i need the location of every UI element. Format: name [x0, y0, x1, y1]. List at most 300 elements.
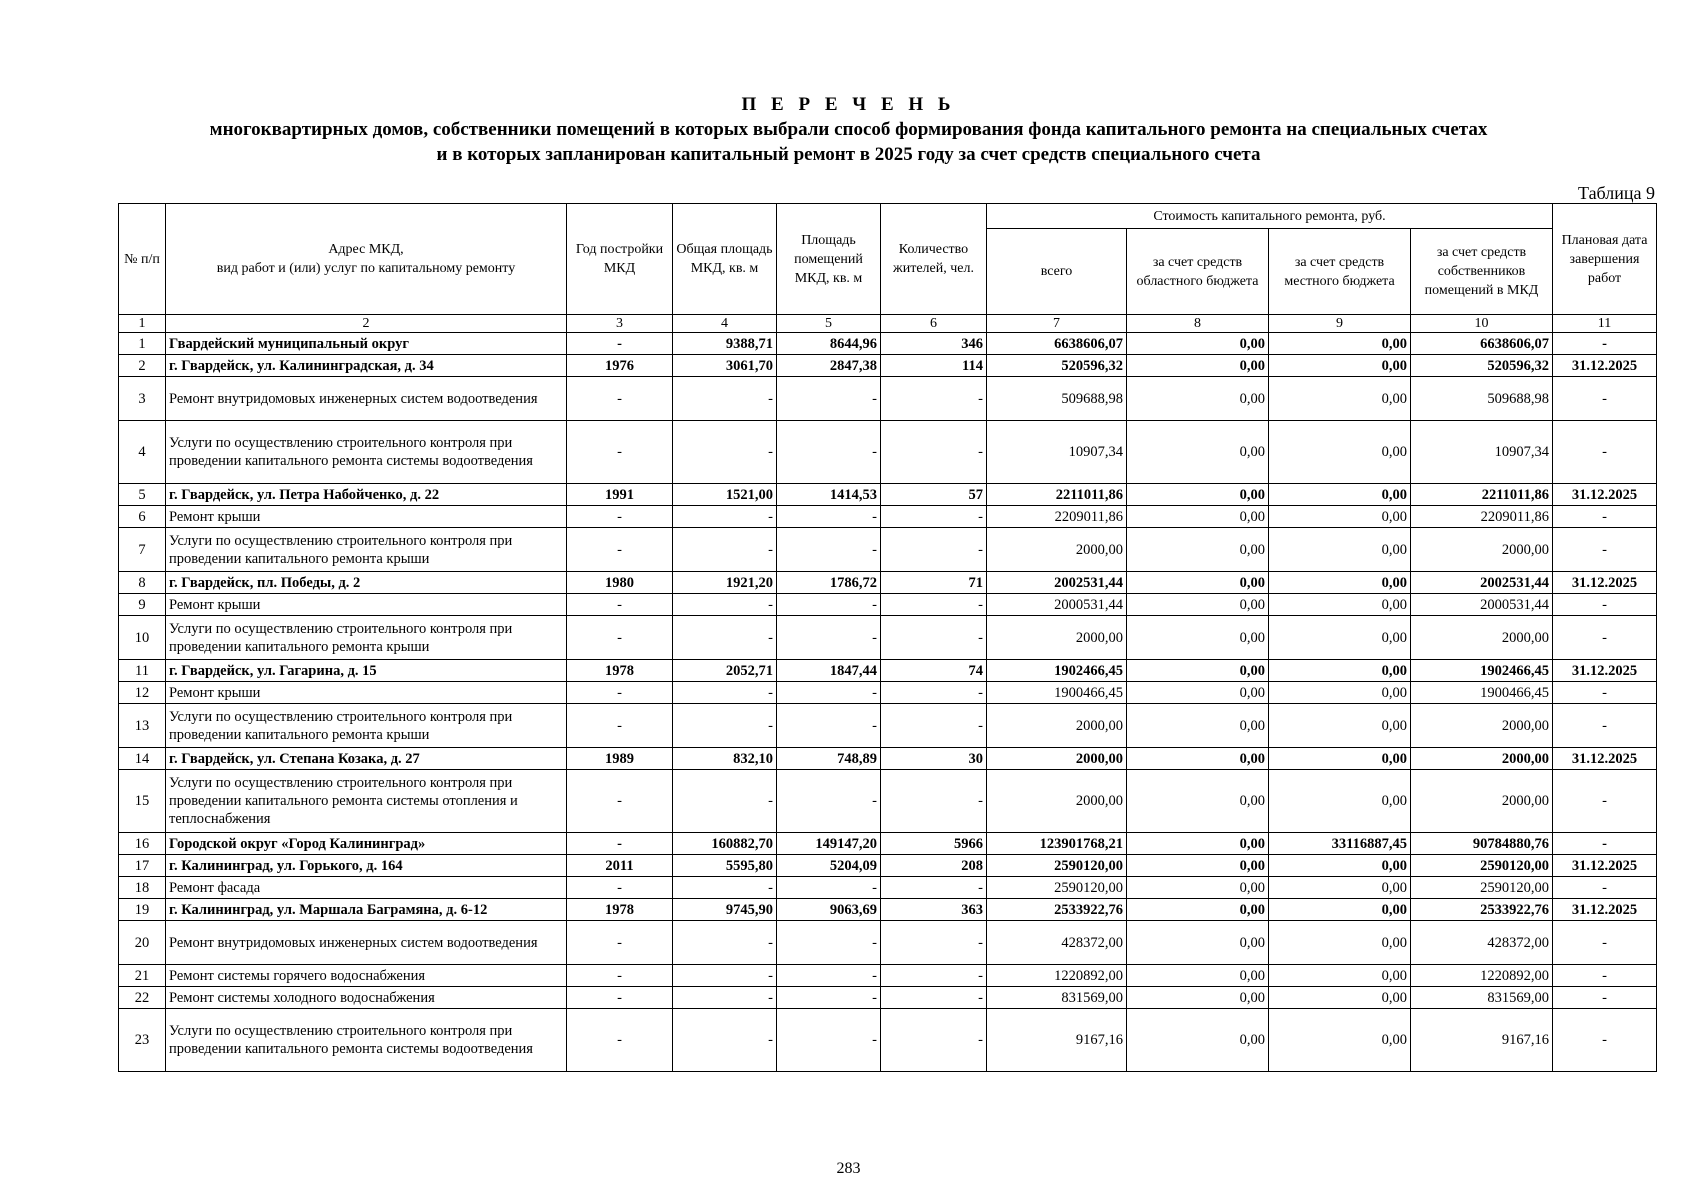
row-address: Ремонт фасада [166, 877, 567, 899]
row-cost-local: 33116887,45 [1269, 833, 1411, 855]
row-cost-total: 2211011,86 [987, 484, 1127, 506]
row-total-area: 2052,71 [673, 660, 777, 682]
row-residents: - [881, 377, 987, 421]
row-planned-date: - [1553, 833, 1657, 855]
table-row [119, 333, 1657, 355]
row-premises-area: 5204,09 [777, 855, 881, 877]
row-cost-total: 2533922,76 [987, 899, 1127, 921]
row-cost-owners: 2209011,86 [1411, 506, 1553, 528]
column-numbers-row [119, 315, 1657, 333]
row-cost-total: 831569,00 [987, 987, 1127, 1009]
row-cost-local: 0,00 [1269, 377, 1411, 421]
row-address: Ремонт внутридомовых инженерных систем водоотведения [166, 377, 567, 421]
row-year: - [567, 682, 673, 704]
table-row [119, 660, 1657, 682]
row-number: 5 [119, 484, 166, 506]
row-premises-area: 9063,69 [777, 899, 881, 921]
row-total-area: 1921,20 [673, 572, 777, 594]
row-planned-date: - [1553, 528, 1657, 572]
row-number: 14 [119, 748, 166, 770]
row-total-area: - [673, 921, 777, 965]
table-row [119, 421, 1657, 484]
row-premises-area: - [777, 770, 881, 833]
row-cost-owners: 2000,00 [1411, 748, 1553, 770]
row-cost-total: 520596,32 [987, 355, 1127, 377]
row-cost-regional: 0,00 [1127, 682, 1269, 704]
header-cost-group: Стоимость капитального ремонта, руб. [987, 204, 1553, 229]
row-premises-area: - [777, 987, 881, 1009]
row-total-area: - [673, 616, 777, 660]
row-cost-local: 0,00 [1269, 748, 1411, 770]
row-cost-owners: 90784880,76 [1411, 833, 1553, 855]
row-premises-area: - [777, 965, 881, 987]
row-cost-regional: 0,00 [1127, 965, 1269, 987]
row-cost-total: 2000,00 [987, 528, 1127, 572]
row-planned-date: - [1553, 921, 1657, 965]
row-premises-area: - [777, 704, 881, 748]
row-cost-regional: 0,00 [1127, 594, 1269, 616]
row-total-area: 1521,00 [673, 484, 777, 506]
row-cost-owners: 2211011,86 [1411, 484, 1553, 506]
row-number: 7 [119, 528, 166, 572]
row-cost-regional: 0,00 [1127, 484, 1269, 506]
row-cost-regional: 0,00 [1127, 528, 1269, 572]
row-residents: - [881, 594, 987, 616]
row-cost-local: 0,00 [1269, 704, 1411, 748]
row-planned-date: - [1553, 682, 1657, 704]
row-year: - [567, 333, 673, 355]
row-year: - [567, 506, 673, 528]
row-planned-date: - [1553, 594, 1657, 616]
row-residents: - [881, 1009, 987, 1072]
row-cost-owners: 831569,00 [1411, 987, 1553, 1009]
row-cost-total: 2000,00 [987, 704, 1127, 748]
row-premises-area: - [777, 682, 881, 704]
row-residents: 346 [881, 333, 987, 355]
table-row [119, 528, 1657, 572]
row-planned-date: - [1553, 506, 1657, 528]
table-row [119, 572, 1657, 594]
row-year: 2011 [567, 855, 673, 877]
row-cost-regional: 0,00 [1127, 1009, 1269, 1072]
row-total-area: - [673, 682, 777, 704]
row-year: 1978 [567, 660, 673, 682]
row-cost-regional: 0,00 [1127, 506, 1269, 528]
row-address: Ремонт внутридомовых инженерных систем водоотведения [166, 921, 567, 965]
table-row [119, 355, 1657, 377]
row-cost-regional: 0,00 [1127, 355, 1269, 377]
row-total-area: - [673, 421, 777, 484]
row-premises-area: - [777, 921, 881, 965]
row-cost-regional: 0,00 [1127, 921, 1269, 965]
capital-repair-table [118, 203, 1657, 1072]
column-number: 10 [1411, 315, 1553, 333]
row-address: г. Калининград, ул. Маршала Баграмяна, д. 6-12 [166, 899, 567, 921]
row-premises-area: 1786,72 [777, 572, 881, 594]
row-year: - [567, 528, 673, 572]
row-planned-date: - [1553, 704, 1657, 748]
row-premises-area: - [777, 877, 881, 899]
row-cost-total: 2590120,00 [987, 877, 1127, 899]
column-number: 7 [987, 315, 1127, 333]
row-premises-area: - [777, 421, 881, 484]
row-residents: - [881, 987, 987, 1009]
header-num: № п/п [119, 204, 166, 315]
row-cost-total: 509688,98 [987, 377, 1127, 421]
row-address: Услуги по осуществлению строительного контроля при проведении капитального ремонта системы водоотведения [166, 1009, 567, 1072]
header-cost-owners: за счет средств собственников помещений в МКД [1411, 229, 1553, 315]
row-address: Ремонт системы холодного водоснабжения [166, 987, 567, 1009]
row-total-area: - [673, 377, 777, 421]
row-address: г. Гвардейск, ул. Степана Козака, д. 27 [166, 748, 567, 770]
row-cost-owners: 509688,98 [1411, 377, 1553, 421]
row-planned-date: - [1553, 1009, 1657, 1072]
row-premises-area: 149147,20 [777, 833, 881, 855]
row-year: - [567, 965, 673, 987]
table-row [119, 921, 1657, 965]
row-address: г. Гвардейск, ул. Гагарина, д. 15 [166, 660, 567, 682]
row-number: 21 [119, 965, 166, 987]
table-row [119, 833, 1657, 855]
row-cost-owners: 1220892,00 [1411, 965, 1553, 987]
row-cost-total: 2002531,44 [987, 572, 1127, 594]
row-total-area: - [673, 965, 777, 987]
row-total-area: 832,10 [673, 748, 777, 770]
row-cost-owners: 2000,00 [1411, 616, 1553, 660]
row-cost-regional: 0,00 [1127, 770, 1269, 833]
row-address: Услуги по осуществлению строительного контроля при проведении капитального ремонта крыши [166, 704, 567, 748]
header-address: Адрес МКД, вид работ и (или) услуг по капитальному ремонту [166, 204, 567, 315]
column-number: 11 [1553, 315, 1657, 333]
row-number: 8 [119, 572, 166, 594]
row-planned-date: - [1553, 377, 1657, 421]
row-cost-total: 2000,00 [987, 748, 1127, 770]
row-total-area: 3061,70 [673, 355, 777, 377]
title-line-1: П Е Р Е Ч Е Н Ь [741, 94, 956, 115]
row-cost-regional: 0,00 [1127, 748, 1269, 770]
row-address: Городской округ «Город Калининград» [166, 833, 567, 855]
row-planned-date: 31.12.2025 [1553, 355, 1657, 377]
row-address: г. Гвардейск, пл. Победы, д. 2 [166, 572, 567, 594]
row-planned-date: 31.12.2025 [1553, 660, 1657, 682]
title-line-2: многоквартирных домов, собственники помещений в которых выбрали способ формирования фонда капитального ремонта на специальных счетах [209, 119, 1488, 140]
row-cost-total: 1220892,00 [987, 965, 1127, 987]
row-number: 4 [119, 421, 166, 484]
row-residents: 71 [881, 572, 987, 594]
row-address: Гвардейский муниципальный округ [166, 333, 567, 355]
row-address: Услуги по осуществлению строительного контроля при проведении капитального ремонта крыши [166, 528, 567, 572]
table-row [119, 616, 1657, 660]
row-year: - [567, 377, 673, 421]
document-title [0, 92, 1697, 167]
row-cost-owners: 1902466,45 [1411, 660, 1553, 682]
row-number: 16 [119, 833, 166, 855]
row-cost-local: 0,00 [1269, 1009, 1411, 1072]
row-cost-owners: 2590120,00 [1411, 877, 1553, 899]
row-premises-area: - [777, 377, 881, 421]
row-premises-area: 8644,96 [777, 333, 881, 355]
row-year: - [567, 594, 673, 616]
row-residents: - [881, 506, 987, 528]
row-year: 1980 [567, 572, 673, 594]
row-cost-total: 123901768,21 [987, 833, 1127, 855]
row-cost-owners: 2000,00 [1411, 528, 1553, 572]
header-total-area: Общая площадь МКД, кв. м [673, 204, 777, 315]
column-number: 1 [119, 315, 166, 333]
table-row [119, 899, 1657, 921]
page-number: 283 [836, 1160, 861, 1177]
title-line-3: и в которых запланирован капитальный ремонт в 2025 году за счет средств специального счета [436, 144, 1261, 165]
row-address: г. Калининград, ул. Горького, д. 164 [166, 855, 567, 877]
row-premises-area: 1847,44 [777, 660, 881, 682]
column-number: 9 [1269, 315, 1411, 333]
table-row [119, 682, 1657, 704]
row-residents: 57 [881, 484, 987, 506]
row-residents: - [881, 682, 987, 704]
row-cost-total: 6638606,07 [987, 333, 1127, 355]
row-cost-total: 2000,00 [987, 770, 1127, 833]
row-planned-date: - [1553, 333, 1657, 355]
row-cost-total: 2590120,00 [987, 855, 1127, 877]
row-premises-area: - [777, 506, 881, 528]
table-row [119, 770, 1657, 833]
row-residents: 363 [881, 899, 987, 921]
row-residents: - [881, 528, 987, 572]
row-planned-date: - [1553, 987, 1657, 1009]
row-year: - [567, 616, 673, 660]
column-number: 6 [881, 315, 987, 333]
row-cost-total: 2209011,86 [987, 506, 1127, 528]
row-number: 1 [119, 333, 166, 355]
row-residents: - [881, 421, 987, 484]
row-planned-date: 31.12.2025 [1553, 748, 1657, 770]
row-premises-area: - [777, 1009, 881, 1072]
row-year: - [567, 704, 673, 748]
column-number: 8 [1127, 315, 1269, 333]
row-address: Ремонт системы горячего водоснабжения [166, 965, 567, 987]
row-year: - [567, 421, 673, 484]
row-address: Услуги по осуществлению строительного контроля при проведении капитального ремонта системы водоотведения [166, 421, 567, 484]
row-planned-date: - [1553, 616, 1657, 660]
row-cost-local: 0,00 [1269, 355, 1411, 377]
row-cost-total: 10907,34 [987, 421, 1127, 484]
row-address: г. Гвардейск, ул. Петра Набойченко, д. 22 [166, 484, 567, 506]
row-residents: 208 [881, 855, 987, 877]
column-number: 4 [673, 315, 777, 333]
row-cost-owners: 10907,34 [1411, 421, 1553, 484]
row-cost-regional: 0,00 [1127, 572, 1269, 594]
table-row [119, 855, 1657, 877]
row-cost-owners: 2000531,44 [1411, 594, 1553, 616]
row-residents: 74 [881, 660, 987, 682]
row-total-area: 9388,71 [673, 333, 777, 355]
row-number: 23 [119, 1009, 166, 1072]
row-total-area: - [673, 987, 777, 1009]
row-number: 15 [119, 770, 166, 833]
row-year: 1989 [567, 748, 673, 770]
row-cost-owners: 2000,00 [1411, 704, 1553, 748]
row-premises-area: - [777, 528, 881, 572]
row-number: 13 [119, 704, 166, 748]
row-year: 1978 [567, 899, 673, 921]
table-row [119, 748, 1657, 770]
row-cost-local: 0,00 [1269, 855, 1411, 877]
row-cost-regional: 0,00 [1127, 421, 1269, 484]
row-cost-local: 0,00 [1269, 965, 1411, 987]
row-premises-area: 1414,53 [777, 484, 881, 506]
row-number: 18 [119, 877, 166, 899]
row-year: 1976 [567, 355, 673, 377]
row-cost-regional: 0,00 [1127, 660, 1269, 682]
row-number: 6 [119, 506, 166, 528]
row-cost-regional: 0,00 [1127, 855, 1269, 877]
row-cost-owners: 428372,00 [1411, 921, 1553, 965]
row-cost-owners: 2002531,44 [1411, 572, 1553, 594]
row-residents: 114 [881, 355, 987, 377]
row-total-area: 9745,90 [673, 899, 777, 921]
row-residents: - [881, 877, 987, 899]
row-year: - [567, 987, 673, 1009]
row-planned-date: - [1553, 421, 1657, 484]
row-cost-owners: 6638606,07 [1411, 333, 1553, 355]
row-address: Ремонт крыши [166, 506, 567, 528]
row-planned-date: 31.12.2025 [1553, 572, 1657, 594]
row-number: 22 [119, 987, 166, 1009]
row-cost-local: 0,00 [1269, 572, 1411, 594]
row-number: 2 [119, 355, 166, 377]
row-number: 11 [119, 660, 166, 682]
row-address: Ремонт крыши [166, 594, 567, 616]
column-number: 3 [567, 315, 673, 333]
row-premises-area: - [777, 616, 881, 660]
row-cost-local: 0,00 [1269, 594, 1411, 616]
row-cost-local: 0,00 [1269, 987, 1411, 1009]
row-cost-owners: 2000,00 [1411, 770, 1553, 833]
row-year: 1991 [567, 484, 673, 506]
row-address: Услуги по осуществлению строительного контроля при проведении капитального ремонта крыши [166, 616, 567, 660]
row-cost-regional: 0,00 [1127, 987, 1269, 1009]
row-cost-regional: 0,00 [1127, 616, 1269, 660]
row-planned-date: - [1553, 877, 1657, 899]
row-year: - [567, 770, 673, 833]
row-planned-date: - [1553, 965, 1657, 987]
row-residents: 30 [881, 748, 987, 770]
row-cost-total: 428372,00 [987, 921, 1127, 965]
row-number: 19 [119, 899, 166, 921]
row-address: Услуги по осуществлению строительного контроля при проведении капитального ремонта системы отопления и теплоснабжения [166, 770, 567, 833]
header-year: Год постройки МКД [567, 204, 673, 315]
row-cost-regional: 0,00 [1127, 333, 1269, 355]
row-cost-local: 0,00 [1269, 877, 1411, 899]
row-residents: - [881, 616, 987, 660]
row-cost-local: 0,00 [1269, 921, 1411, 965]
row-cost-local: 0,00 [1269, 682, 1411, 704]
row-cost-owners: 1900466,45 [1411, 682, 1553, 704]
row-planned-date: 31.12.2025 [1553, 484, 1657, 506]
table-row [119, 506, 1657, 528]
row-cost-owners: 2533922,76 [1411, 899, 1553, 921]
row-cost-local: 0,00 [1269, 899, 1411, 921]
row-year: - [567, 877, 673, 899]
row-cost-regional: 0,00 [1127, 877, 1269, 899]
table-row [119, 377, 1657, 421]
row-residents: - [881, 704, 987, 748]
table-row [119, 965, 1657, 987]
row-planned-date: 31.12.2025 [1553, 899, 1657, 921]
row-year: - [567, 1009, 673, 1072]
row-premises-area: 748,89 [777, 748, 881, 770]
row-number: 20 [119, 921, 166, 965]
header-planned-date: Плановая дата завершения работ [1553, 204, 1657, 315]
row-cost-owners: 2590120,00 [1411, 855, 1553, 877]
row-address: г. Гвардейск, ул. Калининградская, д. 34 [166, 355, 567, 377]
row-total-area: - [673, 506, 777, 528]
row-cost-local: 0,00 [1269, 484, 1411, 506]
table-row [119, 484, 1657, 506]
row-number: 12 [119, 682, 166, 704]
row-number: 3 [119, 377, 166, 421]
row-cost-total: 2000531,44 [987, 594, 1127, 616]
header-premises-area: Площадь помещений МКД, кв. м [777, 204, 881, 315]
row-cost-local: 0,00 [1269, 528, 1411, 572]
row-total-area: - [673, 704, 777, 748]
table-label: Таблица 9 [1578, 183, 1655, 203]
table-row [119, 987, 1657, 1009]
row-residents: 5966 [881, 833, 987, 855]
row-cost-total: 1902466,45 [987, 660, 1127, 682]
table-row [119, 877, 1657, 899]
column-number: 5 [777, 315, 881, 333]
row-cost-total: 9167,16 [987, 1009, 1127, 1072]
row-cost-regional: 0,00 [1127, 899, 1269, 921]
header-cost-regional: за счет средств областного бюджета [1127, 229, 1269, 315]
row-number: 10 [119, 616, 166, 660]
row-premises-area: 2847,38 [777, 355, 881, 377]
row-total-area: - [673, 1009, 777, 1072]
row-address: Ремонт крыши [166, 682, 567, 704]
row-cost-local: 0,00 [1269, 506, 1411, 528]
header-cost-total: всего [987, 229, 1127, 315]
row-year: - [567, 833, 673, 855]
row-cost-total: 1900466,45 [987, 682, 1127, 704]
row-number: 17 [119, 855, 166, 877]
row-cost-local: 0,00 [1269, 770, 1411, 833]
header-residents: Количество жителей, чел. [881, 204, 987, 315]
row-cost-total: 2000,00 [987, 616, 1127, 660]
row-planned-date: - [1553, 770, 1657, 833]
row-total-area: 160882,70 [673, 833, 777, 855]
row-total-area: - [673, 528, 777, 572]
row-total-area: 5595,80 [673, 855, 777, 877]
row-cost-local: 0,00 [1269, 421, 1411, 484]
row-cost-local: 0,00 [1269, 333, 1411, 355]
row-total-area: - [673, 770, 777, 833]
row-cost-owners: 520596,32 [1411, 355, 1553, 377]
row-cost-regional: 0,00 [1127, 377, 1269, 421]
row-premises-area: - [777, 594, 881, 616]
row-residents: - [881, 921, 987, 965]
row-planned-date: 31.12.2025 [1553, 855, 1657, 877]
row-residents: - [881, 770, 987, 833]
table-row [119, 1009, 1657, 1072]
row-cost-regional: 0,00 [1127, 833, 1269, 855]
row-total-area: - [673, 594, 777, 616]
row-number: 9 [119, 594, 166, 616]
row-cost-regional: 0,00 [1127, 704, 1269, 748]
column-number: 2 [166, 315, 567, 333]
header-cost-local: за счет средств местного бюджета [1269, 229, 1411, 315]
table-row [119, 594, 1657, 616]
